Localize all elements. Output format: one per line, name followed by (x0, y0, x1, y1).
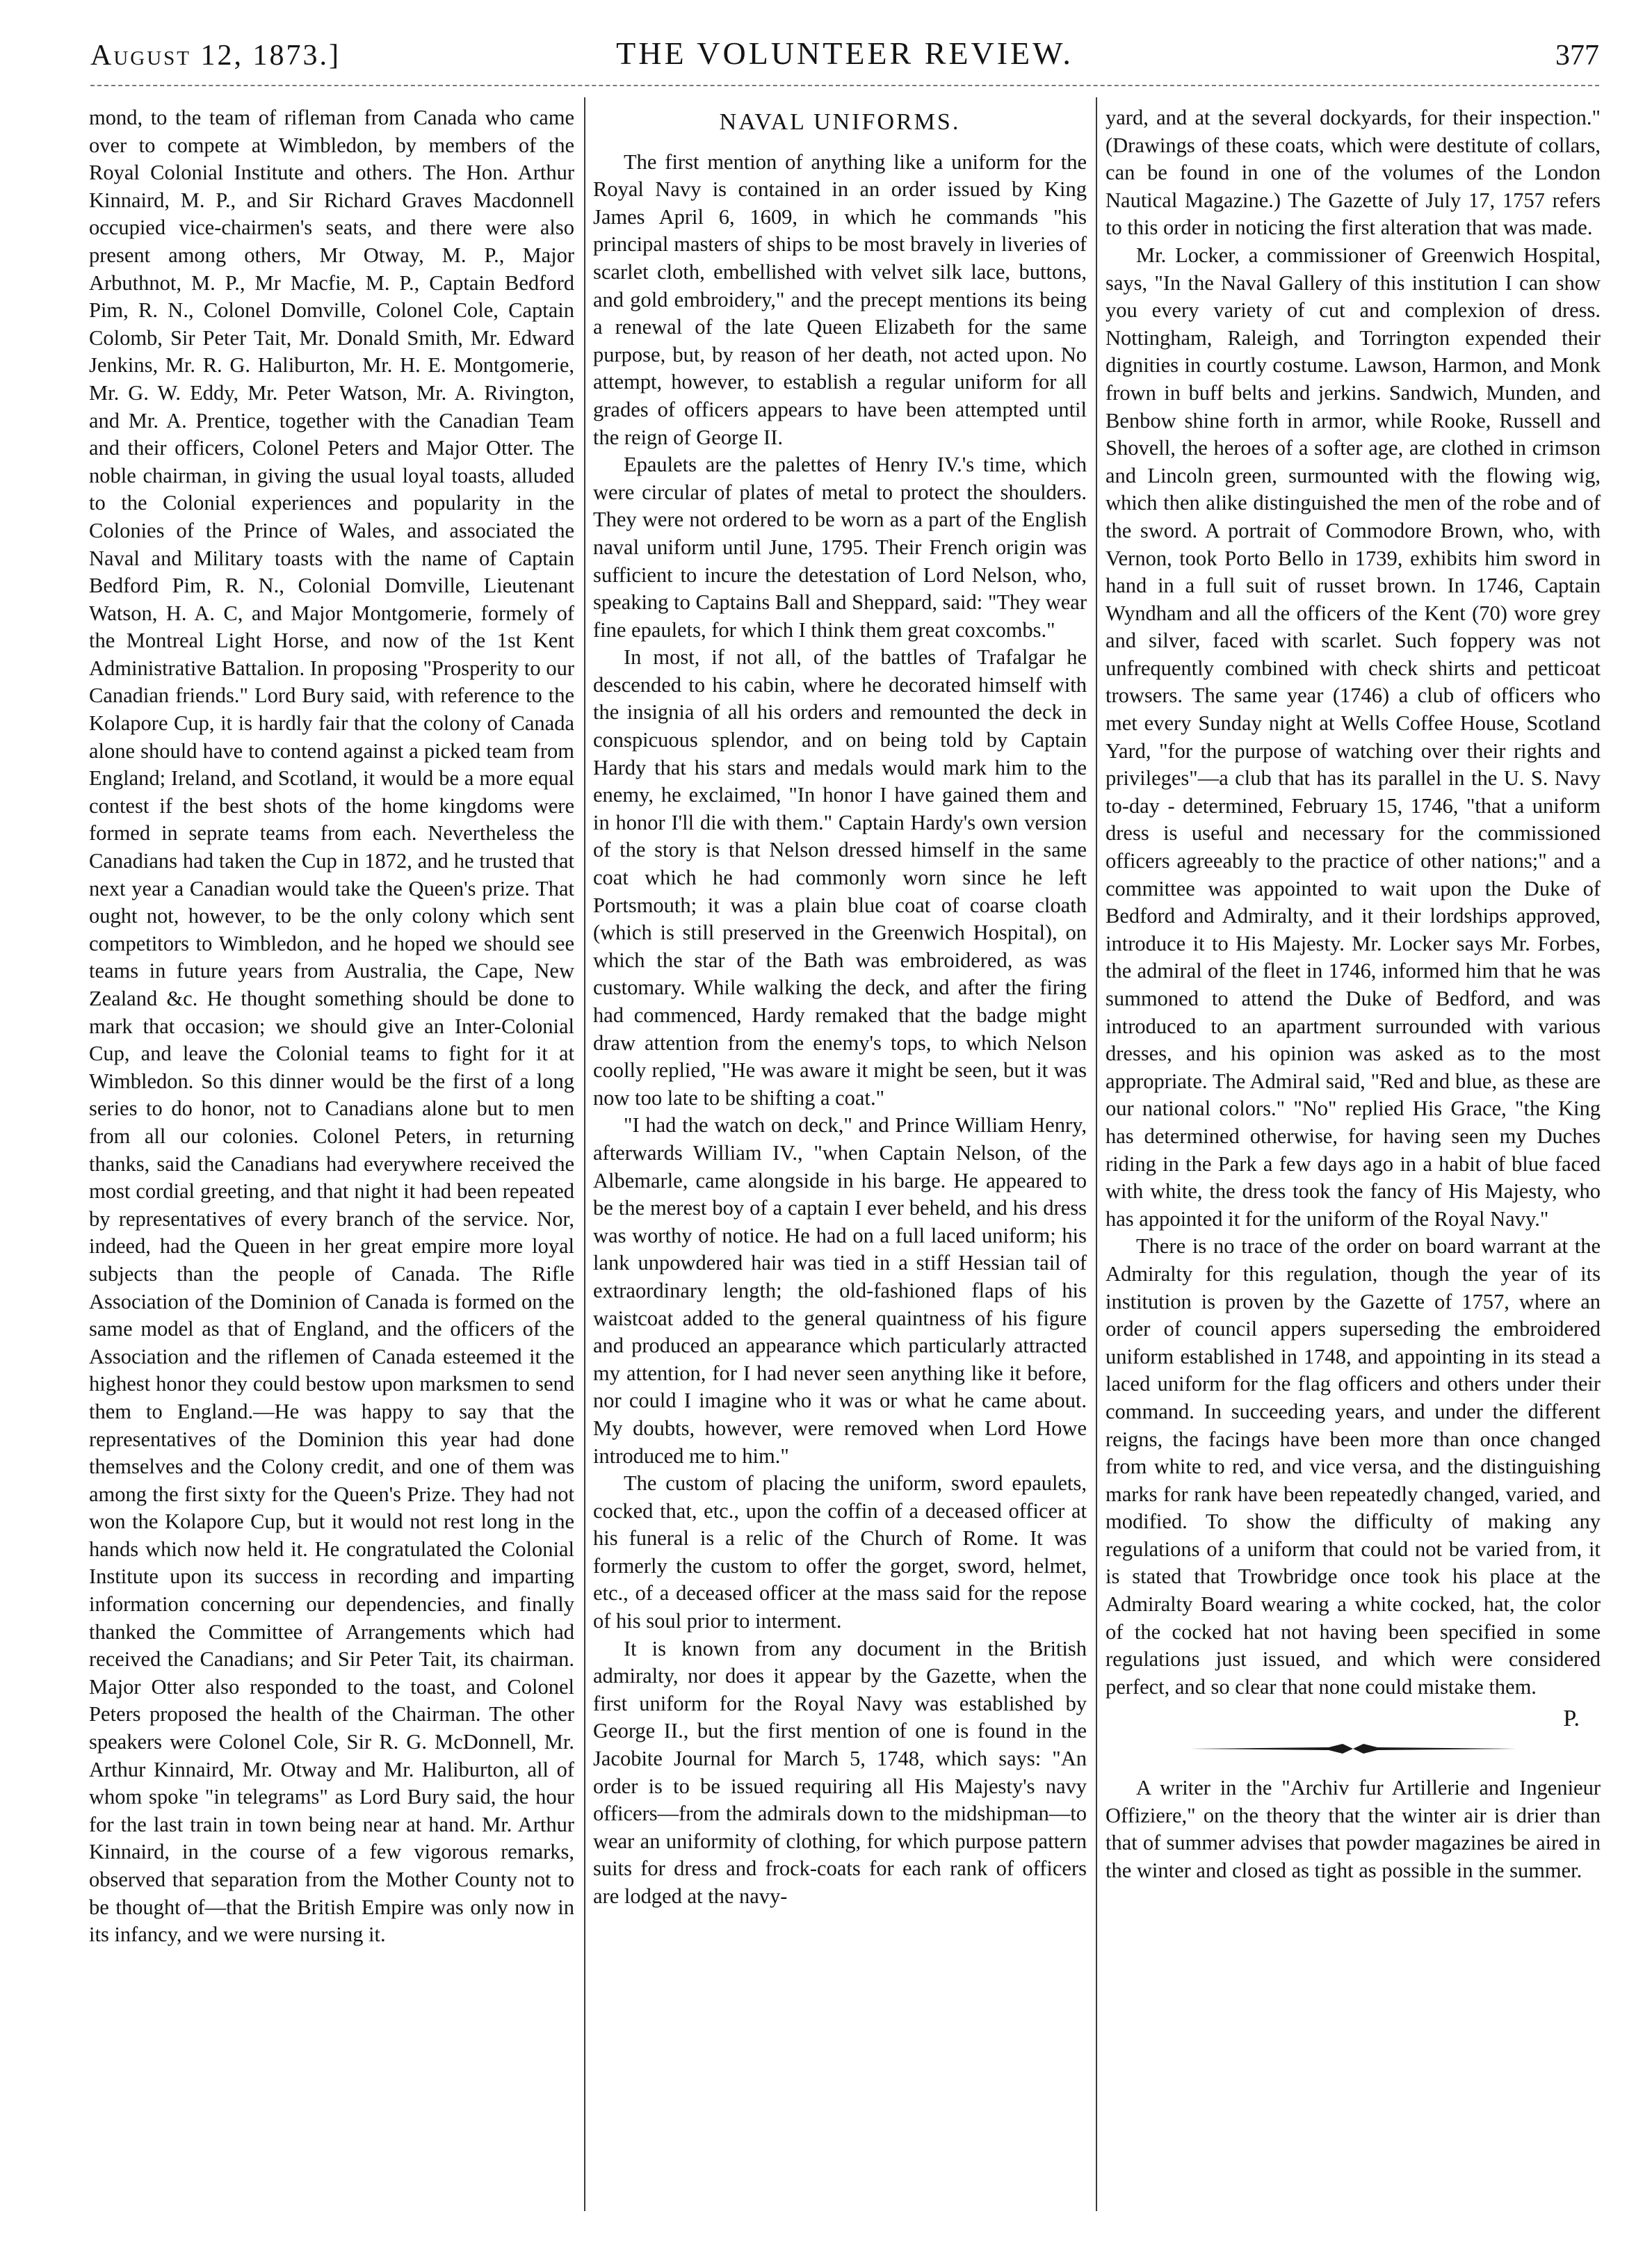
paragraph: The custom of placing the uniform, sword epaulets, cocked that, etc., upon the coffin of a deceased officer at his funeral is a relic of the Church of Rome. It was formerly the custom to offer the gorget, sword, helmet, etc., of a deceased officer at the mass said for the repose of his soul prior to interment. (593, 1471, 1087, 1633)
header-rule (90, 85, 1599, 86)
paragraph: Mr. Locker, a commissioner of Greenwich Hospital, says, "In the Naval Gallery of this institution I can show you every variety of cut and complexion of dress. Nottingham, Raleigh, and Torrington expended their dignities in courtly costume. Lawson, Harmon, and Monk frown in buff belts and jerkins. Sandwich, Munden, and Benbow shine forth in armor, while Rooke, Russell and Shovell, the heroes of a softer age, are clothed in crimson and Lincoln green, surmounted with the flowing wig, which then alike distinguished the men of the robe and of the sword. A portrait of Commodore Brown, who, with Vernon, took Porto Bello in 1739, exhibits him sword in hand in a full suit of russet brown. In 1746, Captain Wyndham and all the officers of the Kent (70) wore grey and silver, faced with scarlet. Such foppery was not unfrequently combined with check shirts and petticoat trowsers. The same year (1746) a club of officers who met every Sunday night at Wells Coffee House, Scotland Yard, "for the purpose of watching over their rights and privileges"—a club that has its parallel in the U. S. Navy to-day - determined, February 15, 1746, "that a uniform dress is useful and necessary for the commissioned officers agreeably to the practice of other nations;" and a committee was appointed to wait upon the Duke of Bedford and Admiralty, and it their lordships approved, introduce it to His Majesty. Mr. Locker says Mr. Forbes, the admiral of the fleet in 1746, informed him that he was summoned to attend the Duke of Bedford, and was introduced to an apartment surrounded with various dresses, and his opinion was asked as to the most appropriate. The Admiral said, "Red and blue, as these are our national colors." "No" replied His Grace, "the King has determined otherwise, for having seen my Duches riding in the Park a few days ago in a habit of blue faced with white, the dress took the fancy of His Majesty, who has appointed it for the uniform of the Royal Navy." (1106, 243, 1601, 1231)
column-rule-right (1096, 97, 1097, 2211)
paragraph: There is no trace of the order on board warrant at the Admiralty for this regulation, though the year of its institution is proven by the Gazette of 1757, where an order of council appers superseding the embroidered uniform established in 1748, and appointing in its stead a laced uniform for the flag officers and others under their command. In succeeding years, and under the different reigns, the facings have been more than once changed from white to red, and vice versa, and the distinguishing marks for rank have been repeatedly changed, varied, and modified. To show the difficulty of making any regulations of a uniform that could not be varied from, it is stated that Trowbridge once took his place at the Admiralty Board wearing a white cocked, hat, the color of the cocked hat not having been specified in some regulations just issued, and which were considered perfect, and so clear that none could mistake them. (1106, 1234, 1601, 1699)
paragraph: A writer in the "Archiv fur Artillerie and Ingenieur Offiziere," on the theory that the winter air is drier than that of summer advises that powder magazines be aired in the winter and closed as tight as possible in the summer. (1106, 1776, 1601, 1882)
paragraph: "I had the watch on deck," and Prince William Henry, afterwards William IV., "when Captain Nelson, of the Albemarle, came alongside in his barge. He appeared to be the merest boy of a captain I ever beheld, and his dress was worthy of notice. He had on a full laced uniform; his lank unpowdered hair was tied in a stiff Hessian tail of extraordinary length; the old-fashioned flaps of his waistcoat added to the general quaintness of his figure and produced an appearance which particularly attracted my attention, for I had never seen anything like it before, nor could I imagine who it was or what he came about. My doubts, however, were removed when Lord Howe introduced me to him." (593, 1113, 1087, 1468)
paragraph: It is known from any document in the British admiralty, nor does it appear by the Gazette, when the first uniform for the Royal Navy was established by George II., but the first mention of one is found in the Jacobite Journal for March 5, 1748, which says: "An order is to be issued requiring all His Majesty's navy officers—from the admirals down to the midshipman—to wear an uniformity of clothing, for which purpose pattern suits for dress and frock-coats for each rank of officers are lodged at the navy- (593, 1636, 1087, 1908)
column-2 (593, 104, 1087, 2204)
paragraph: In most, if not all, of the battles of Trafalgar he descended to his cabin, where he decorated himself with the insignia of all his orders and remounted the deck in conspicuous splendor, and on being told by Captain Hardy that his stars and medals would mark him to the enemy, he exclaimed, "In honor I have gained them and in honor I'll die with them." Captain Hardy's own version of the story is that Nelson dressed himself in the same coat which he had commonly worn since he left Portsmouth; it was a plain blue coat of coarse cloath (which is still preserved in the Greenwich Hospital), on which the star of the Bath was embroidered, as was customary. While walking the deck, and after the firing had commenced, Hardy remaked that the badge might draw attention from the enemy's tops, to which Nelson coolly replied, "He was aware it might be seen, but it was now too late to be shifting a coat." (593, 645, 1087, 1110)
column-rule-left (584, 97, 585, 2211)
publication-title: THE VOLUNTEER REVIEW. (616, 35, 1074, 71)
ornamental-rule-icon (1190, 1741, 1516, 1756)
paragraph: The first mention of anything like a uniform for the Royal Navy is contained in an order issued by King James April 6, 1609, in which he commands "his principal masters of ships to be most bravely in liveries of scarlet cloth, embellished with velvet silk lace, buttons, and gold embroidery," and the precept mentions its being a renewal of the late Queen Elizabeth for the same purpose, but, by reason of her death, not acted upon. No attempt, however, to establish a regular uniform for all grades of officers appears to have been attempted until the reign of George II. (593, 149, 1087, 449)
paragraph: yard, and at the several dockyards, for their inspection." (Drawings of these coats, which were destitute of collars, can be found in one of the volumes of the London Nautical Magazine.) The Gazette of July 17, 1757 refers to this order in noticing the first alteration that was made. (1106, 106, 1601, 240)
paragraph: Epaulets are the palettes of Henry IV.'s time, which were circular of plates of metal to protect the shoulders. They were not ordered to be worn as a part of the English naval uniform until June, 1795. Their French origin was sufficient to incure the detestation of Lord Nelson, who, speaking to Captains Ball and Sheppard, said: "They wear fine epaulets, for which I think them great coxcombs." (593, 453, 1087, 642)
issue-date: August 12, 1873.] (90, 40, 341, 72)
article-title: NAVAL UNIFORMS. (719, 109, 961, 135)
author-signature: P. (1563, 1706, 1580, 1732)
column-1 (89, 104, 574, 2204)
page-number: 377 (1555, 40, 1599, 72)
article-continuation-text: mond, to the team of rifleman from Canada who came over to compete at Wimbledon, by members of the Royal Colonial Institute and others. The Hon. Arthur Kinnaird, M. P., and Sir Richard Graves Macdonnell occupied vice-chairmen's seats, and there were also present among others, Mr Otway, M. P., Major Arbuthnot, M. P., Mr Macfie, M. P., Captain Bedford Pim, R. N., Colonel Domville, Colonel Cole, Captain Colomb, Sir Peter Tait, Mr. Donald Smith, Mr. Edward Jenkins, Mr. R. G. Haliburton, Mr. H. E. Montgomerie, Mr. G. W. Eddy, Mr. Peter Watson, Mr. A. Rivington, and Mr. A. Prentice, together with the Canadian Team and their officers, Colonel Peters and Major Otter. The noble chairman, in giving the usual loyal toasts, alluded to the Colonial experiences and popularity in the Colonies of the Prince of Wales, and associated the Naval and Military toasts with the name of Captain Bedford Pim, R. N., Colonial Domville, Lieutenant Watson, H. A. C, and Major Montgomerie, formely of the Montreal Light Horse, and now of the 1st Kent Administrative Battalion. In proposing "Prosperity to our Canadian friends." Lord Bury said, with reference to the Kolapore Cup, it is hardly fair that the colony of Canada alone should have to contend against a picked team from England; Ireland, and Scotland, it would be a more equal contest if the best shots of the home kingdoms were formed in seprate teams from each. Nevertheless the Canadians had taken the Cup in 1872, and he trusted that next year a Canadian would take the Queen's prize. That ought not, however, to be the only colony which sent competitors to Wimbledon, and he hoped we should see teams in future years from Australia, the Cape, New Zealand &c. He thought something should be done to mark that occasion; we should give an Inter-Colonial Cup, and leave the Colonial teams to fight for it at Wimbledon. So this dinner would be the first of a long series to do honor, not to Canadians alone but to men from all our colonies. Colonel Peters, in returning thanks, said the Canadians had everywhere received the most cordial greeting, and that night it had been repeated by representatives of every branch of the service. Nor, indeed, had the Queen in her great empire more loyal subjects than the people of Canada. The Rifle Association of the Dominion of Canada is formed on the same model as that of England, and the officers of the Association and the riflemen of Canada esteemed it the highest honor they could bestow upon marksmen to send them to England.—He was happy to say that the representatives of the Dominion this year had done themselves and the Colony credit, and one of them was among the first sixty for the Queen's Prize. They had not won the Kolapore Cup, but it would not rest long in the hands which now held it. He congratulated the Colonial Institute upon its success in recording and imparting information concerning our dependencies, and finally thanked the Committee of Arrangements which had received the Canadians; and Sir Peter Tait, its chairman. Major Otter also responded to the toast, and Colonel Peters proposed the health of the Chairman. The other speakers were Colonel Cole, Sir R. G. McDonnell, Mr. Arthur Kinnaird, Mr. Otway and Mr. Haliburton, all of whom spoke "in telegrams" as Lord Bury said, the hour for the last train in town being near at hand. Mr. Arthur Kinnaird, in the course of a few vigorous remarks, observed that separation from the Mother County not to be thought of—that the British Empire was only now in its infancy, and we were nursing it. (89, 106, 574, 1947)
page-header (90, 29, 1599, 78)
column-3 (1106, 104, 1601, 2204)
